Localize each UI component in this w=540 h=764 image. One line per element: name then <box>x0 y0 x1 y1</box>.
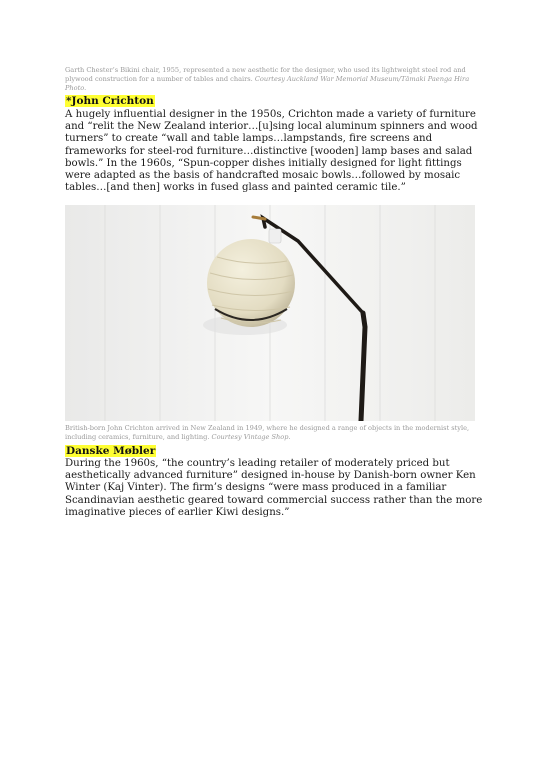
section-body-danske-mobler: During the 1960s, “the country’s leading retailer of moderately priced but aesthetically advanced furniture” designed in-house by Danish-born owner Ken Winter (Kaj Vinter). The firm’s designs “were mass produced in a familiar Scandinavian aesthetic geared toward commercial success rather than the more imaginative pieces of earlier Kiwi designs.” <box>65 458 483 518</box>
image-caption-john-crichton <box>65 424 475 442</box>
image-caption-bikini-chair <box>65 66 475 93</box>
caption-credit: Courtesy Vintage Shop. <box>211 433 291 441</box>
caption-text: British-born John Crichton arrived in New Zealand in 1949, where he designed a range of objects in the modernist style, including ceramics, furniture, and lighting. <box>65 424 470 441</box>
floor-lamp-illustration <box>65 205 475 421</box>
caption-text: Garth Chester’s Bikini chair, 1955, represented a new aesthetic for the designer, who used its lightweight steel rod and plywood construction for a number of tables and chairs. <box>65 66 466 83</box>
floor-lamp-photo <box>65 205 475 421</box>
caption-credit: Courtesy Auckland War Memorial Museum/Tāmaki Paenga Hira Photo. <box>65 75 470 92</box>
section-body-john-crichton: A hugely influential designer in the 1950s, Crichton made a variety of furniture and “relit the New Zealand interior…[u]sing local aluminum spinners and wood turners” to create “wall and table lamps…lampstands, fire screens and frameworks for steel-rod furniture…distinctive [wooden] lamp bases and salad bowls.” In the 1960s, “Spun-copper dishes initially designed for light fittings were adapted as the basis of handcrafted mosaic bowls…followed by mosaic tables…[and then] works in fused glass and painted ceramic tile.” <box>65 109 478 194</box>
section-heading-danske-mobler: Danske Møbler <box>66 445 156 457</box>
section-heading-john-crichton: *John Crichton <box>66 95 154 107</box>
